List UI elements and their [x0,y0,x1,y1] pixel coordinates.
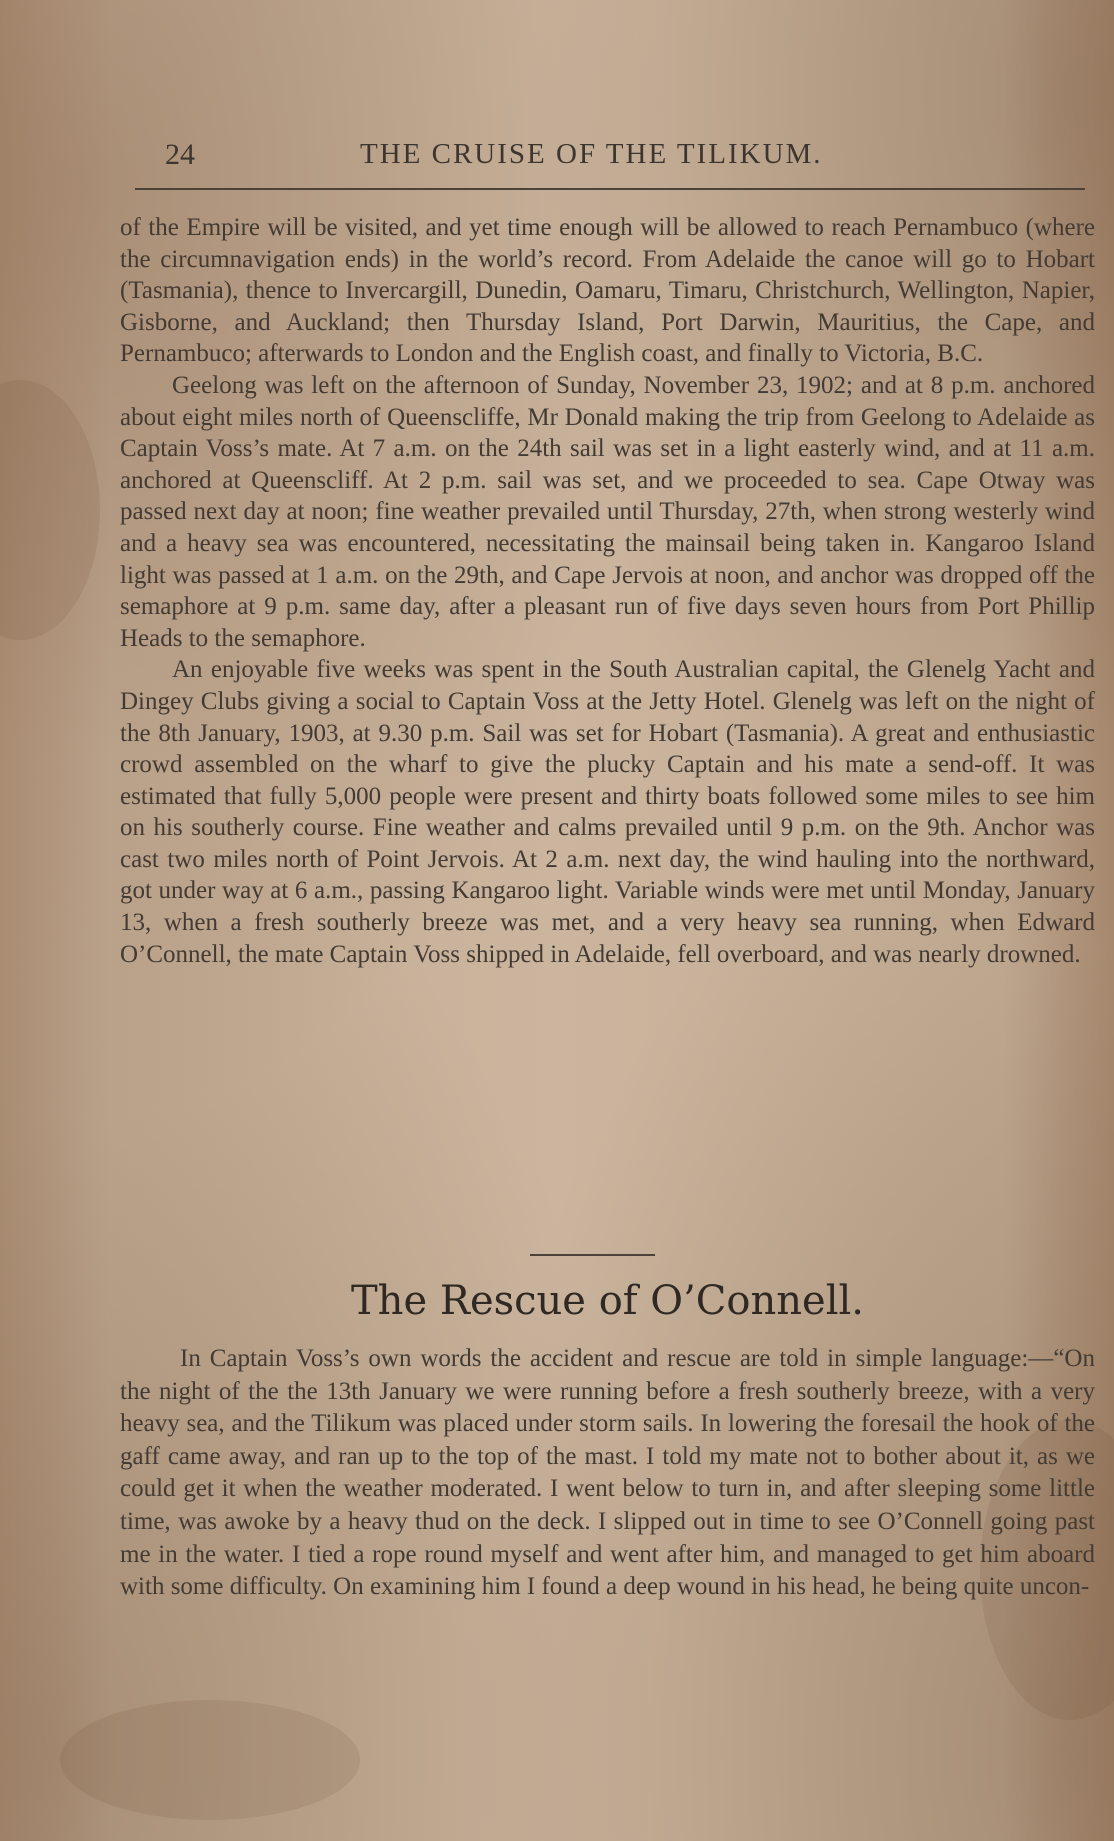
paper-stain [60,1700,360,1820]
paragraph: of the Empire will be visited, and yet time enough will be allowed to reach Pernambuco (where the circumnavigation ends) in the world’s record. From Adelaide the canoe will go to Hobart (Tasmania), thence to Invercargill, Dunedin, Oamaru, Timaru, Christchurch, Wellington, Napier, Gisborne, and Auckland; then Thursday Island, Port Darwin, Mauritius, the Cape, and Pernambuco; afterwards to London and the English coast, and finally to Victoria, B.C. [120,214,1095,368]
section-text [120,1343,1095,1604]
paper-stain [0,380,100,640]
section-heading: The Rescue of O’Connell. [351,1278,864,1324]
page-number: 24 [165,138,195,171]
body-text [120,212,1095,970]
page-header [165,138,965,184]
paragraph: Geelong was left on the afternoon of Sunday, November 23, 1902; and at 8 p.m. anchored about eight miles north of Queenscliffe, Mr Donald making the trip from Geelong to Adelaide as Captain Voss’s mate. At 7 a.m. on the 24th sail was set in a light easterly wind, and at 11 a.m. anchored at Queenscliff. At 2 p.m. sail was set, and we proceeded to sea. Cape Otway was passed next day at noon; fine weather prevailed until Thursday, 27th, when strong westerly wind and a heavy sea was encountered, necessitating the mainsail being taken in. Kangaroo Island light was passed at 1 a.m. on the 29th, and Cape Jervois at noon, and anchor was dropped off the semaphore at 9 p.m. same day, after a pleasant run of five days seven hours from Port Phillip Heads to the semaphore. [120,371,1095,652]
paragraph: An enjoyable five weeks was spent in the South Australian capital, the Glenelg Yacht and Dingey Clubs giving a social to Captain Voss at the Jetty Hotel. Glenelg was left on the night of the 8th January, 1903, at 9.30 p.m. Sail was set for Hobart (Tasmania). A great and enthusiastic crowd assembled on the wharf to give the plucky Captain and his mate a send-off. It was estimated that fully 5,000 people were present and thirty boats followed some miles to see him on his southerly course. Fine weather and calms prevailed until 9 p.m. on the 9th. Anchor was cast two miles north of Point Jervois. At 2 a.m. next day, the wind hauling into the northward, got under way at 6 a.m., passing Kangaroo light. Variable winds were met until Monday, January 13, when a fresh southerly breeze was met, and a very heavy sea running, when Edward O’Connell, the mate Captain Voss shipped in Adelaide, fell overboard, and was nearly drowned. [120,656,1095,968]
header-rule [135,188,1085,190]
section-separator [530,1254,655,1256]
running-title: THE CRUISE OF THE TILIKUM. [360,138,823,170]
paragraph: In Captain Voss’s own words the accident and rescue are told in simple language:—“On the night of the the 13th January we were running before a fresh southerly breeze, with a very heavy sea, and the Tilikum was placed under storm sails. In lowering the foresail the hook of the gaff came away, and ran up to the top of the mast. I told my mate not to bother about it, as we could get it when the weather moderated. I went below to turn in, and after sleeping some little time, was awoke by a heavy thud on the deck. I slipped out in time to see O’Connell going past me in the water. I tied a rope round myself and went after him, and managed to get him aboard with some difficulty. On examining him I found a deep wound in his head, he being quite uncon- [120,1345,1095,1601]
